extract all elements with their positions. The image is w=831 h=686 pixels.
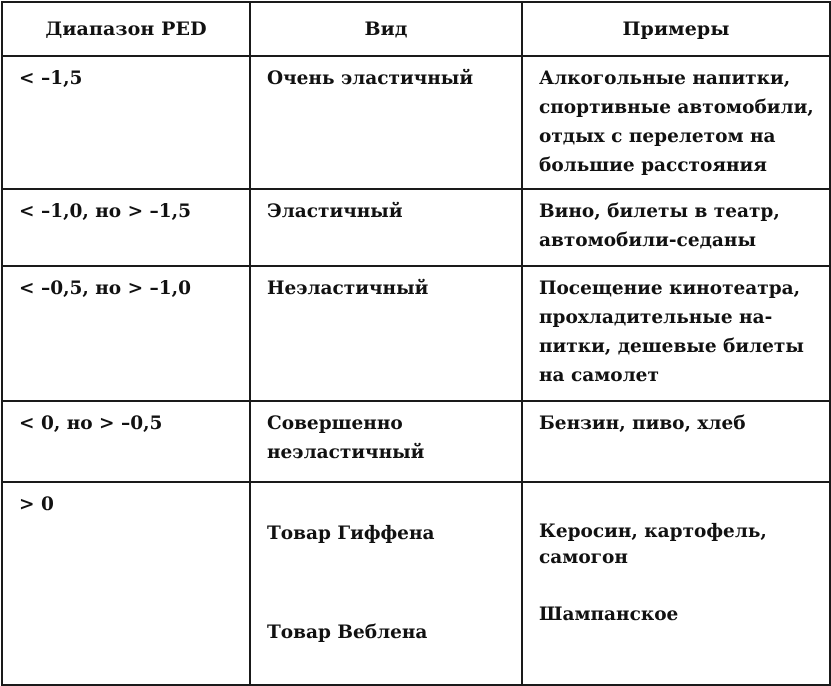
- examples-text-veblen: Шампанское: [539, 604, 679, 625]
- cell-range: [2, 189, 250, 266]
- range-text: < –1,0, но > –1,5: [19, 201, 191, 222]
- cell-type: [250, 482, 522, 685]
- header-examples: Примеры: [522, 2, 830, 56]
- ped-elasticity-table: [1, 1, 831, 686]
- cell-examples: [522, 401, 830, 482]
- table-row: [2, 56, 830, 189]
- examples-block: [523, 483, 829, 666]
- type-text: Эластичный: [267, 201, 403, 222]
- cell-type: [250, 189, 522, 266]
- cell-examples: [522, 189, 830, 266]
- cell-examples: [522, 482, 830, 685]
- cell-range: [2, 482, 250, 685]
- cell-range: [2, 266, 250, 401]
- examples-text-giffen: Керосин, картофель, самогон: [539, 521, 767, 568]
- type-text: Неэластичный: [267, 278, 429, 299]
- table-row: [2, 482, 830, 685]
- type-text: Совершенно неэластичный: [267, 413, 425, 463]
- header-type: Вид: [250, 2, 522, 56]
- cell-type: [250, 56, 522, 189]
- range-text: < 0, но > –0,5: [19, 413, 163, 434]
- range-text: > 0: [19, 494, 54, 515]
- header-ped-range: Диапазон PED: [2, 2, 250, 56]
- cell-range: [2, 56, 250, 189]
- cell-examples: [522, 266, 830, 401]
- examples-text: Вино, билеты в театр, автомобили-седаны: [539, 201, 780, 251]
- cell-type: [250, 401, 522, 482]
- table-header-row: [2, 2, 830, 56]
- examples-text: Бензин, пиво, хлеб: [539, 413, 746, 434]
- table-row: [2, 401, 830, 482]
- range-text: < –0,5, но > –1,0: [19, 278, 191, 299]
- table-row: [2, 189, 830, 266]
- type-text-veblen: Товар Веблена: [267, 622, 428, 643]
- examples-text: Посещение кинотеатра, прохладительные на- питки, дешевые билеты на самолет: [539, 278, 804, 386]
- type-text-giffen: Товар Гиффена: [267, 523, 435, 544]
- type-text: Очень эластичный: [267, 68, 474, 89]
- table-row: [2, 266, 830, 401]
- examples-text: Алкогольные напитки, спортивные автомобили, отдых с перелетом на большие расстояния: [539, 68, 814, 176]
- range-text: < –1,5: [19, 68, 83, 89]
- cell-examples: [522, 56, 830, 189]
- type-block: [251, 483, 521, 684]
- cell-type: [250, 266, 522, 401]
- cell-range: [2, 401, 250, 482]
